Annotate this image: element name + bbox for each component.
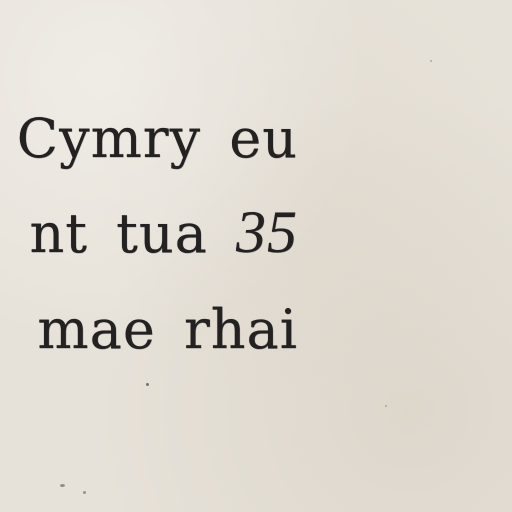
ink-speck bbox=[146, 383, 149, 386]
text-line-2 bbox=[29, 199, 299, 265]
paper-speck bbox=[430, 60, 432, 62]
ink-speck bbox=[60, 484, 65, 487]
text-line-1 bbox=[16, 107, 298, 170]
text-line-1-content: Cymry eu bbox=[16, 107, 298, 170]
text-line-3-content: mae rhai bbox=[37, 298, 298, 361]
ink-speck bbox=[83, 491, 86, 494]
italic-number: 35 bbox=[236, 199, 298, 265]
paper-speck bbox=[385, 405, 387, 407]
text-line-2-content: nt tua bbox=[29, 202, 208, 265]
text-line-3 bbox=[37, 298, 298, 361]
